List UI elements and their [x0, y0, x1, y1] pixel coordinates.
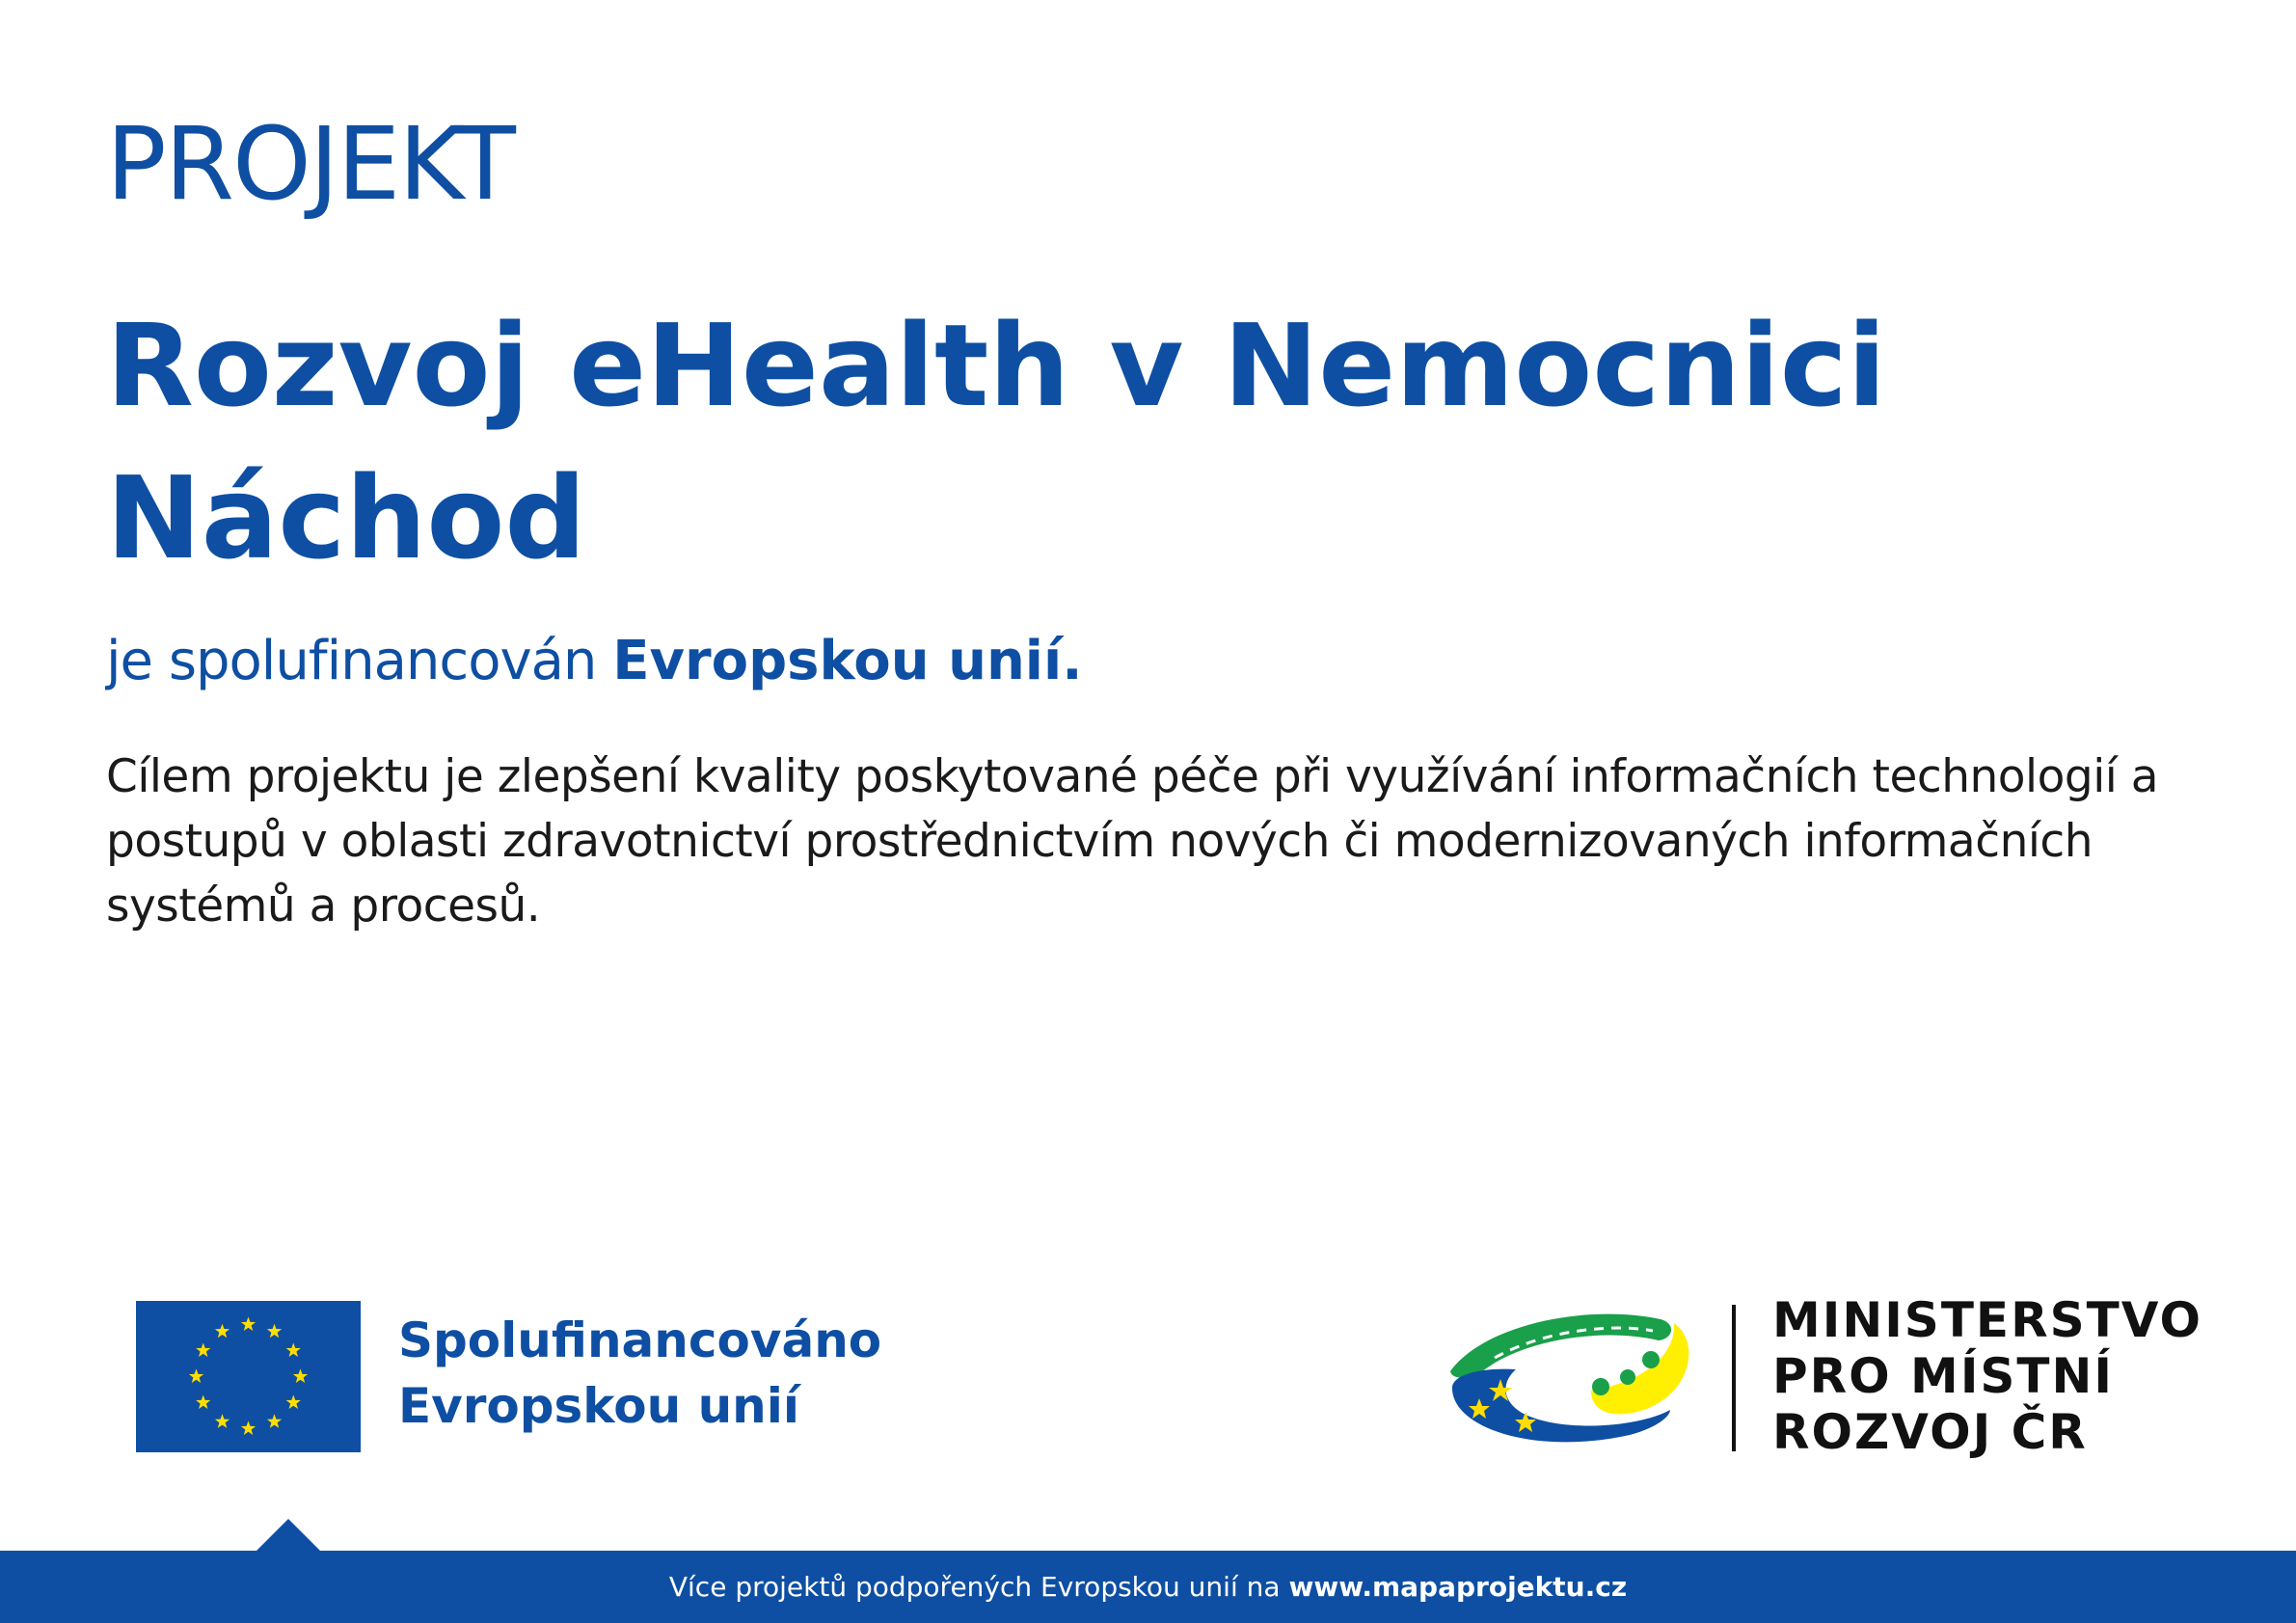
cofinancing-prefix: je spolufinancován	[106, 630, 597, 692]
eu-flag-icon	[136, 1301, 361, 1452]
project-description: Cílem projektu je zlepšení kvality poskytované péče při využívání informačních technologií a postupů v oblasti zdravotnictví prostřednictvím nových či modernizovaných informačních systémů a procesů.	[106, 750, 2159, 933]
cofinancing-emphasis: Evropskou unií.	[612, 630, 1083, 692]
mmr-logo-tree	[1620, 1369, 1635, 1385]
footer-link[interactable]: www.mapaprojektu.cz	[1288, 1571, 1628, 1603]
ministry-line-1: MINISTERSTVO	[1772, 1292, 2203, 1348]
project-kicker: PROJEKT	[106, 105, 514, 223]
eu-cofinancing-badge	[398, 1308, 881, 1439]
footer-text: Více projektů podpořených Evropskou unií na	[668, 1571, 1281, 1603]
mmr-logo-green-arc	[1450, 1314, 1671, 1378]
mmr-logo-icon	[1446, 1302, 1699, 1448]
mmr-logo-tree	[1592, 1378, 1609, 1395]
eu-badge-line-1: Spolufinancováno	[398, 1312, 882, 1368]
ministry-line-2: PRO MÍSTNÍ	[1772, 1348, 2114, 1404]
ministry-name	[1772, 1292, 2202, 1460]
eu-badge-line-2: Evropskou unií	[398, 1378, 800, 1434]
cofinancing-statement	[106, 630, 1083, 692]
footer-bar	[0, 1551, 2296, 1623]
mmr-logo-tree	[1642, 1351, 1660, 1368]
project-title: Rozvoj eHealth v Nemocnici Náchod	[106, 299, 1887, 584]
ministry-line-3: ROZVOJ ČR	[1772, 1404, 2088, 1460]
footer-notch	[253, 1516, 324, 1555]
ministry-divider	[1732, 1305, 1736, 1451]
